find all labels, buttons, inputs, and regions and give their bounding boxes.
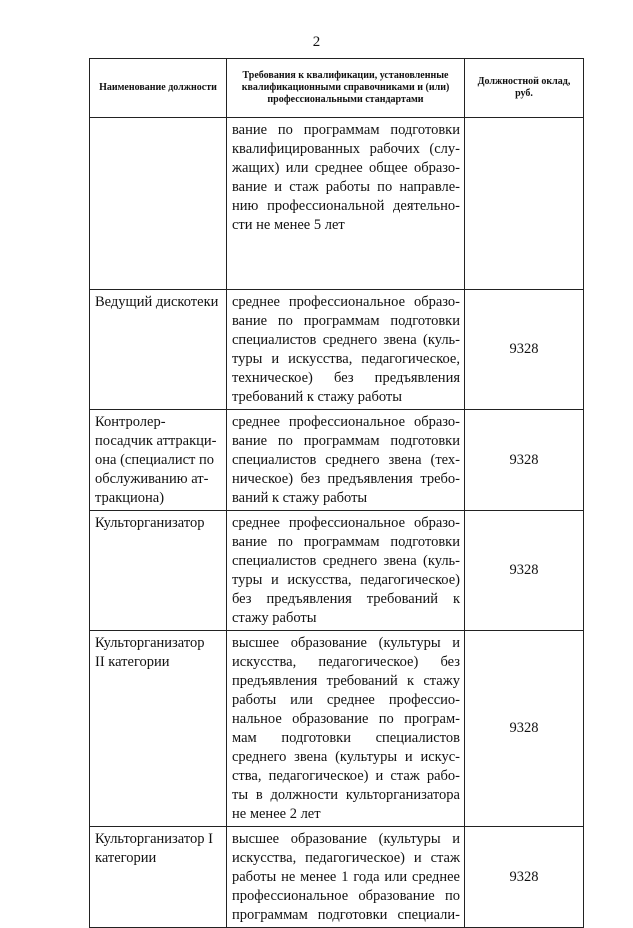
header-position-label: Наименование должности bbox=[99, 82, 217, 93]
requirements-line: нию профессиональной деятельно- bbox=[232, 198, 460, 214]
header-requirements-label: Требования к квалификации, установленные квалификационными справочниками и (или) профессиональными стандартами bbox=[241, 70, 450, 105]
requirements-line: ства, педагогическое) и стаж рабо- bbox=[232, 768, 460, 784]
salary-cell bbox=[465, 118, 584, 290]
requirements-line: мам подготовки специалистов bbox=[232, 730, 460, 746]
salary-cell: 9328 bbox=[465, 511, 584, 631]
requirements-line: специалистов среднего звена (куль- bbox=[232, 332, 460, 348]
table-row bbox=[90, 290, 584, 410]
position-cell bbox=[90, 631, 227, 827]
requirements-line: вание по программам подготовки bbox=[232, 313, 460, 329]
requirements-cell bbox=[227, 511, 465, 631]
requirements-line: искусства, педагогическое) без bbox=[232, 654, 460, 670]
header-salary-label: Должностной оклад, руб. bbox=[477, 76, 571, 99]
requirements-line: требований к стажу работы bbox=[232, 389, 402, 405]
requirements-cell bbox=[227, 118, 465, 290]
table-row bbox=[90, 827, 584, 928]
position-line: категории bbox=[95, 850, 157, 866]
requirements-line: работы или среднее профессио- bbox=[232, 692, 460, 708]
table-row bbox=[90, 511, 584, 631]
table-row bbox=[90, 631, 584, 827]
table-row bbox=[90, 410, 584, 511]
requirements-line: среднее профессиональное образо- bbox=[232, 515, 460, 531]
requirements-line: нальное образование по програм- bbox=[232, 711, 460, 727]
position-line: посадчик аттракци- bbox=[95, 433, 217, 449]
position-line: Культорганизатор bbox=[95, 635, 205, 651]
requirements-line: программам подготовки специали- bbox=[232, 907, 460, 923]
qualification-table bbox=[89, 58, 584, 928]
table-header-row bbox=[90, 59, 584, 118]
requirements-line: специалистов среднего звена (тех- bbox=[232, 452, 460, 468]
salary-cell: 9328 bbox=[465, 827, 584, 928]
requirements-line: квалифицированных рабочих (слу- bbox=[232, 141, 460, 157]
requirements-line: жащих) или среднее общее образо- bbox=[232, 160, 460, 176]
requirements-line: профессиональное образование по bbox=[232, 888, 460, 904]
requirements-cell bbox=[227, 827, 465, 928]
header-position bbox=[90, 59, 227, 118]
header-requirements bbox=[227, 59, 465, 118]
salary-cell: 9328 bbox=[465, 410, 584, 511]
position-line: обслуживанию ат- bbox=[95, 471, 209, 487]
position-cell bbox=[90, 410, 227, 511]
position-line: Контролер- bbox=[95, 414, 166, 430]
table-row bbox=[90, 118, 584, 290]
salary-cell: 9328 bbox=[465, 631, 584, 827]
requirements-line: среднее профессиональное образо- bbox=[232, 414, 460, 430]
requirements-line: среднее профессиональное образо- bbox=[232, 294, 460, 310]
requirements-line: стажу работы bbox=[232, 610, 317, 626]
requirements-line: высшее образование (культуры и bbox=[232, 635, 460, 651]
position-line: она (специалист по bbox=[95, 452, 215, 468]
header-salary bbox=[465, 59, 584, 118]
requirements-line: искусства, педагогическое) и стаж bbox=[232, 850, 460, 866]
page-number: 2 bbox=[312, 34, 321, 50]
position-cell bbox=[90, 118, 227, 290]
requirements-cell bbox=[227, 631, 465, 827]
requirements-line: не менее 2 лет bbox=[232, 806, 321, 822]
requirements-line: среднего звена (культуры и искус- bbox=[232, 749, 460, 765]
requirements-line: специалистов среднего звена (куль- bbox=[232, 553, 460, 569]
requirements-line: туры и искусства, педагогическое, bbox=[232, 351, 460, 367]
requirements-line: ническое) без предъявления требо- bbox=[232, 471, 460, 487]
requirements-cell bbox=[227, 290, 465, 410]
requirements-line: ваний к стажу работы bbox=[232, 490, 368, 506]
requirements-line: без предъявления требований к bbox=[232, 591, 460, 607]
requirements-line: вание и стаж работы по направле- bbox=[232, 179, 460, 195]
position-line: II категории bbox=[95, 654, 170, 670]
requirements-line: вание по программам подготовки bbox=[232, 433, 460, 449]
position-line: Культорганизатор I bbox=[95, 831, 213, 847]
requirements-line: предъявления требований к стажу bbox=[232, 673, 460, 689]
position-cell: Культорганизатор bbox=[90, 511, 227, 631]
requirements-line: туры и искусства, педагогическое) bbox=[232, 572, 460, 588]
requirements-line: техническое) без предъявления bbox=[232, 370, 460, 386]
position-line: тракциона) bbox=[95, 490, 165, 506]
requirements-line: высшее образование (культуры и bbox=[232, 831, 460, 847]
requirements-line: сти не менее 5 лет bbox=[232, 217, 345, 233]
requirements-line: вание по программам подготовки bbox=[232, 122, 460, 138]
position-cell bbox=[90, 827, 227, 928]
requirements-line: вание по программам подготовки bbox=[232, 534, 460, 550]
salary-cell: 9328 bbox=[465, 290, 584, 410]
requirements-line: работы не менее 1 года или среднее bbox=[232, 869, 460, 885]
requirements-line: ты в должности культорганизатора bbox=[232, 787, 460, 803]
position-cell: Ведущий дискотеки bbox=[90, 290, 227, 410]
requirements-cell bbox=[227, 410, 465, 511]
